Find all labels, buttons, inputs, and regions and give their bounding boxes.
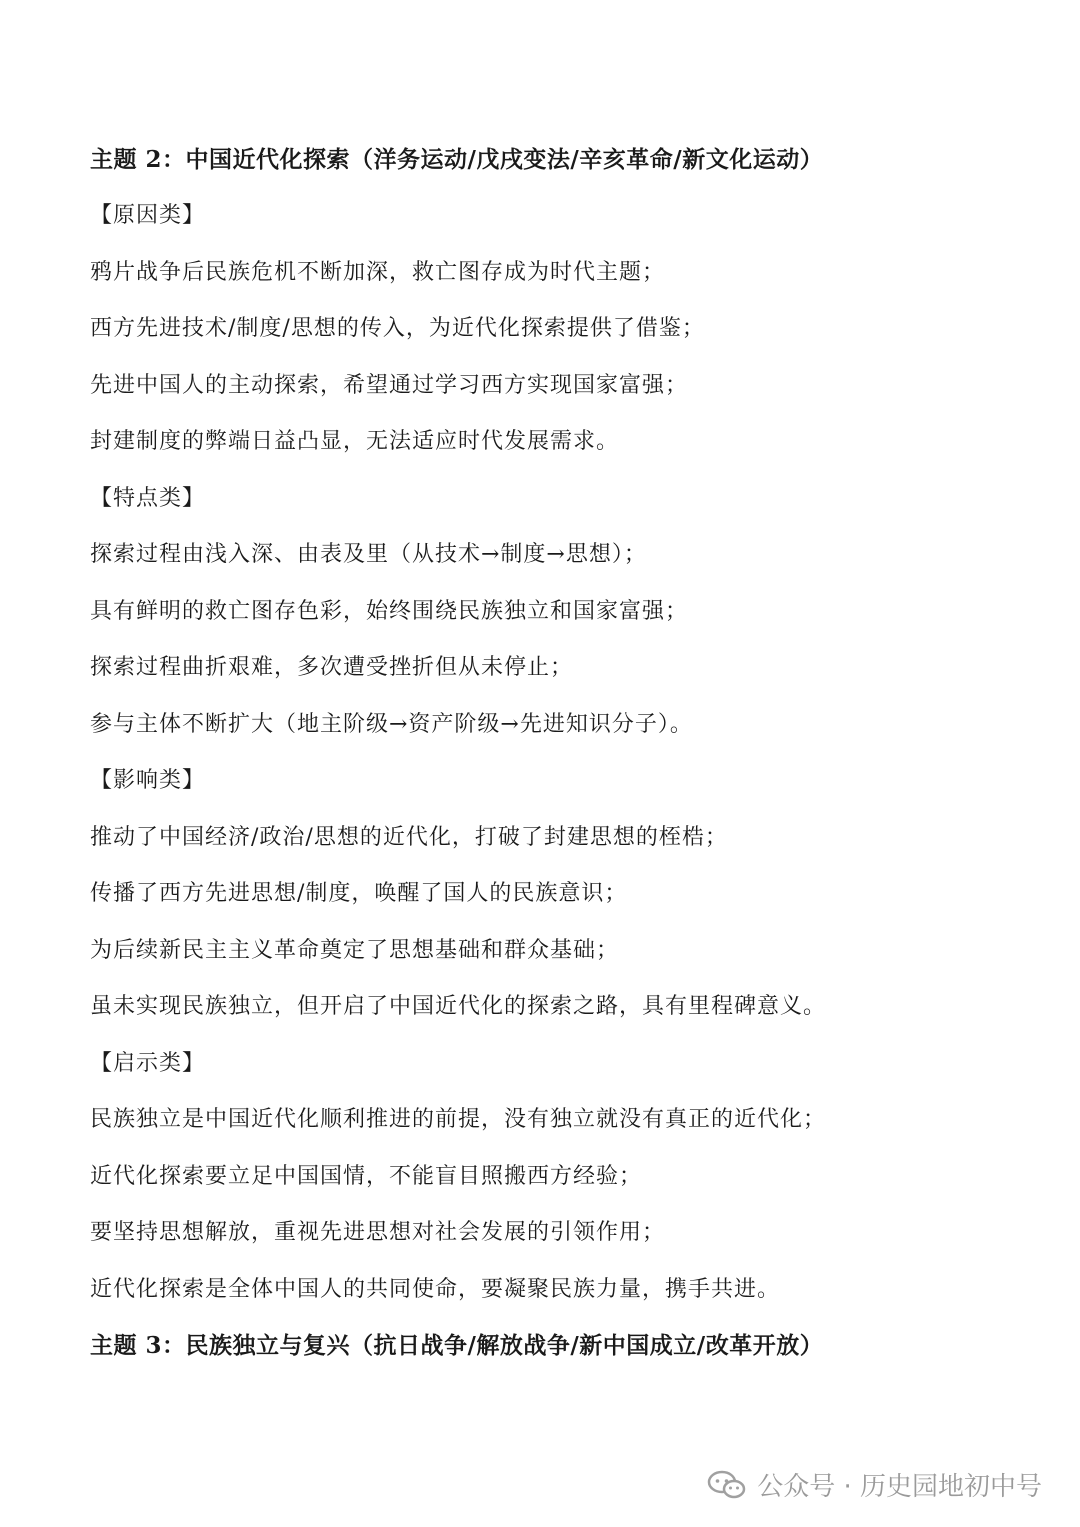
watermark [707, 1466, 1042, 1503]
list-item: 具有鲜明的救亡图存色彩，始终围绕民族独立和国家富强； [90, 599, 689, 624]
list-item: 虽未实现民族独立，但开启了中国近代化的探索之路，具有里程碑意义。 [90, 994, 827, 1019]
watermark-text: 公众号 · 历史园地初中号 [757, 1472, 1042, 1502]
list-item: 近代化探索是全体中国人的共同使命，要凝聚民族力量，携手共进。 [90, 1277, 781, 1302]
list-item: 西方先进技术/制度/思想的传入，为近代化探索提供了借鉴； [90, 316, 705, 341]
section-label-causes: 【原因类】 [90, 203, 206, 228]
list-item: 为后续新民主主义革命奠定了思想基础和群众基础； [90, 938, 620, 963]
list-item: 传播了西方先进思想/制度，唤醒了国人的民族意识； [90, 881, 628, 906]
section-label-lessons: 【启示类】 [90, 1051, 206, 1076]
list-item: 民族独立是中国近代化顺利推进的前提，没有独立就没有真正的近代化； [90, 1107, 827, 1132]
theme2-title: 主题 2：中国近代化探索（洋务运动/戊戌变法/辛亥革命/新文化运动） [90, 146, 824, 173]
section-label-features: 【特点类】 [90, 486, 206, 511]
wechat-icon [707, 1470, 747, 1500]
list-item: 推动了中国经济/政治/思想的近代化，打破了封建思想的桎梏； [90, 825, 728, 850]
section-label-impact: 【影响类】 [90, 768, 206, 793]
list-item: 近代化探索要立足中国国情，不能盲目照搬西方经验； [90, 1164, 643, 1189]
list-item: 鸦片战争后民族危机不断加深，救亡图存成为时代主题； [90, 260, 666, 285]
list-item: 探索过程由浅入深、由表及里（从技术→制度→思想）； [90, 542, 647, 567]
theme3-title: 主题 3：民族独立与复兴（抗日战争/解放战争/新中国成立/改革开放） [90, 1332, 824, 1359]
list-item: 参与主体不断扩大（地主阶级→资产阶级→先进知识分子）。 [90, 712, 693, 737]
list-item: 探索过程曲折艰难，多次遭受挫折但从未停止； [90, 655, 574, 680]
list-item: 要坚持思想解放，重视先进思想对社会发展的引领作用； [90, 1220, 666, 1245]
list-item: 封建制度的弊端日益凸显，无法适应时代发展需求。 [90, 429, 620, 454]
list-item: 先进中国人的主动探索，希望通过学习西方实现国家富强； [90, 373, 689, 398]
